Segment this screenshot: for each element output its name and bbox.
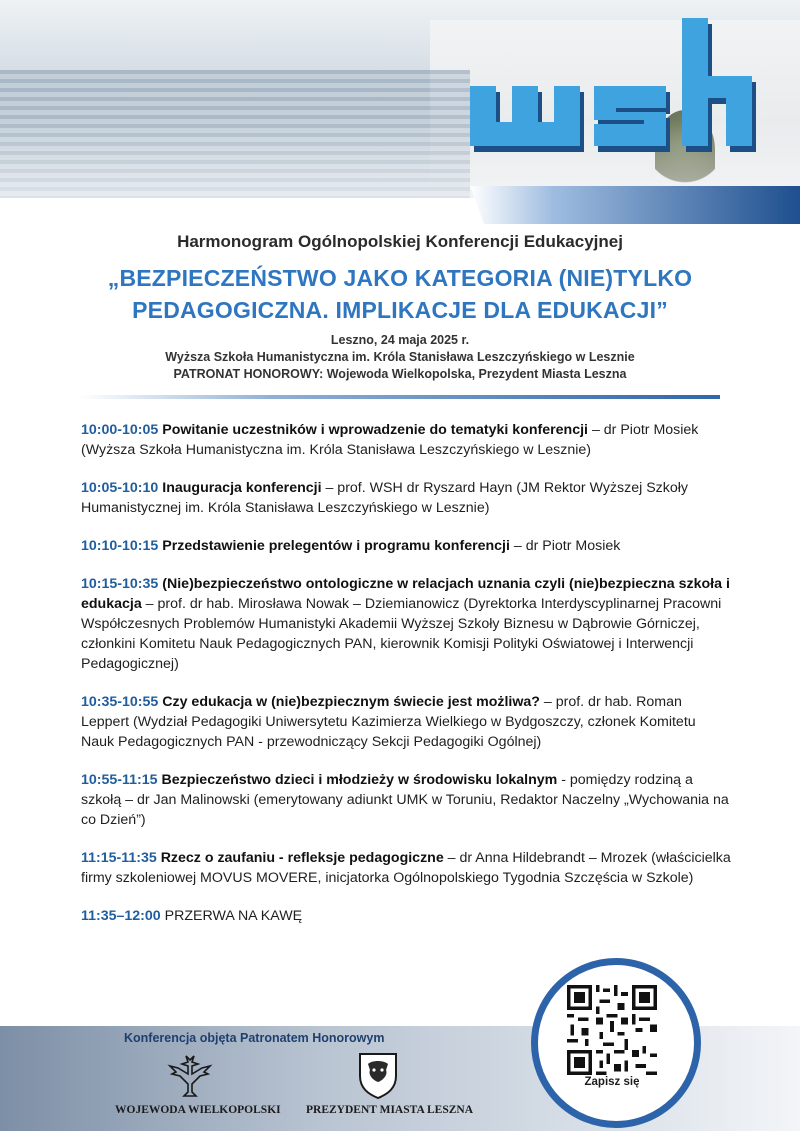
agenda-time: 10:00-10:05 — [81, 422, 159, 438]
agenda-topic: Przedstawienie prelegentów i programu konferencji — [162, 538, 510, 554]
agenda-time: 11:15-11:35 — [81, 850, 157, 866]
agenda-time: 11:35–12:00 — [81, 908, 161, 924]
agenda-details: – dr Piotr Mosiek — [509, 538, 621, 554]
agenda-topic: Rzecz o zaufaniu - refleksje pedagogiczne — [160, 850, 444, 866]
agenda-item — [81, 536, 731, 556]
agenda-topic: Bezpieczeństwo dzieci i młodzieży w środowisku lokalnym — [161, 772, 558, 788]
agenda-details: – prof. dr hab. Mirosława Nowak – Dziemianowicz (Dyrektorka Interdyscyplinarnej Pracowni Współczesnych Problemów Humanistyki Akademii Wyższej Szkoły Biznesu w Dąbrowie Górniczej, członkini Komitetu Nauk Pedagogicznych PAN, kierownik Komisji Polityki Oświatowej i Interwencji Pedagogicznej) — [81, 596, 722, 672]
agenda — [81, 420, 731, 944]
place-date: Leszno, 24 maja 2025 r. — [330, 333, 470, 347]
host-institution: Wyższa Szkoła Humanistyczna im. Króla Stanisława Leszczyńskiego w Lesznie — [165, 350, 635, 364]
agenda-details: – prof. dr hab. Roman Leppert (Wydział Pedagogiki Uniwersytetu Kazimierza Wielkiego w Bydgoszczy, członek Komitetu Nauk Pedagogicznych PAN - przewodniczący Sekcji Pedagogiki Ogólnej) — [81, 694, 696, 750]
patron-mayor: PREZYDENT MIASTA LESZNA — [306, 1104, 474, 1116]
patron-voivode: WOJEWODA WIELKOPOLSKI — [115, 1104, 281, 1116]
agenda-time: 10:05-10:10 — [81, 480, 159, 496]
agenda-item — [81, 848, 731, 888]
agenda-details: – dr Anna Hildebrandt – Mrozek (właścicielka firmy szkoleniowej MOVUS MOVERE, inicjatorka Ogólnopolskiego Tygodnia Szczęścia w Szkole) — [81, 850, 731, 886]
agenda-item — [81, 478, 731, 518]
agenda-details: – prof. WSH dr Ryszard Hayn (JM Rektor Wyższej Szkoły Humanistycznej im. Króla Stanisława Leszczyńskiego w Lesznie) — [81, 480, 688, 516]
conference-title — [0, 262, 800, 326]
qr-code-icon[interactable] — [567, 985, 657, 1075]
agenda-item — [81, 692, 731, 752]
title-line-1: „BEZPIECZEŃSTWO JAKO KATEGORIA (NIE)TYLKO — [107, 265, 693, 291]
agenda-time: 10:15-10:35 — [81, 576, 159, 592]
header — [0, 232, 800, 383]
agenda-time: 10:55-11:15 — [81, 772, 158, 788]
agenda-time: 10:10-10:15 — [81, 538, 159, 554]
footer-title: Konferencja objęta Patronatem Honorowym — [124, 1031, 385, 1045]
agenda-topic: Inauguracja konferencji — [162, 480, 322, 496]
event-meta — [0, 332, 800, 383]
city-coat-of-arms-icon — [356, 1050, 400, 1100]
agenda-time: 10:35-10:55 — [81, 694, 159, 710]
decorative-stripe — [470, 186, 800, 224]
agenda-item — [81, 574, 731, 674]
agenda-topic: Powitanie uczestników i wprowadzenie do tematyki konferencji — [162, 422, 588, 438]
wsh-logo — [470, 18, 782, 154]
agenda-topic: (Nie)bezpieczeństwo ontologiczne w relacjach uznania czyli (nie)bezpieczna szkoła i edukacja — [81, 576, 730, 612]
eagle-emblem-icon — [166, 1052, 214, 1098]
conference-subtitle: Harmonogram Ogólnopolskiej Konferencji Edukacyjnej — [177, 232, 623, 251]
agenda-item-break — [81, 906, 731, 926]
agenda-item — [81, 770, 731, 830]
agenda-details: - pomiędzy rodziną a szkołą – dr Jan Malinowski (emerytowany adiunkt UMK w Toruniu, Redaktor Naczelny „Wychowania na co Dzień”) — [81, 772, 729, 828]
honorary-patronage: PATRONAT HONOROWY: Wojewoda Wielkopolska, Prezydent Miasta Leszna — [173, 367, 627, 381]
agenda-details: PRZERWA NA KAWĘ — [160, 908, 303, 924]
title-line-2: PEDAGOGICZNA. IMPLIKACJE DLA EDUKACJI” — [132, 297, 668, 323]
agenda-item — [81, 420, 731, 460]
register-label[interactable]: Zapisz się — [584, 1076, 640, 1088]
agenda-details: – dr Piotr Mosiek (Wyższa Szkoła Humanistyczna im. Króla Stanisława Leszczyńskiego w Lesznie) — [81, 422, 699, 458]
agenda-topic: Czy edukacja w (nie)bezpiecznym świecie jest możliwa? — [162, 694, 540, 710]
divider — [80, 395, 720, 399]
